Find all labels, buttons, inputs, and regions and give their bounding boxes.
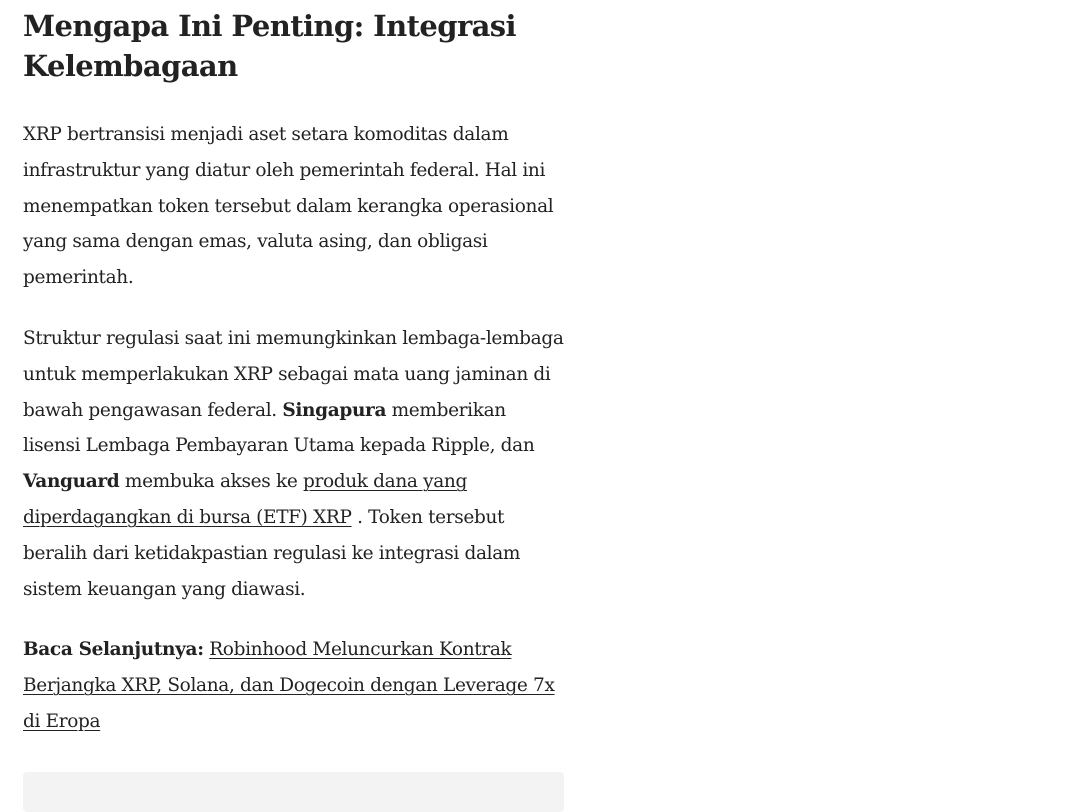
read-more-link[interactable]: Robinhood Meluncurkan Kontrak Berjangka XRP, Solana, dan Dogecoin dengan Leverage 7x di Eropa [23, 639, 555, 732]
content-box [23, 772, 564, 812]
article-section [23, 6, 564, 765]
read-more-paragraph [23, 632, 564, 739]
bold-singapura: Singapura [282, 399, 387, 421]
paragraph-integration: XRP bertransisi menjadi aset setara komoditas dalam infrastruktur yang diatur oleh pemerintah federal. Hal ini menempatkan token tersebut dalam kerangka operasional yang sama dengan emas, valuta asing, dan obligasi pemerintah. [23, 124, 554, 289]
read-more-label: Baca Selanjutnya: [23, 639, 204, 661]
paragraph-text: memberikan lisensi Lembaga Pembayaran Utama kepada Ripple, dan [23, 399, 535, 457]
paragraph-text: Struktur regulasi saat ini memungkinkan lembaga-lembaga untuk memperlakukan XRP sebagai mata uang jaminan di bawah pengawasan federal. [23, 327, 564, 421]
paragraph-text: . Token tersebut beralih dari ketidakpastian regulasi ke integrasi dalam sistem keuangan yang diawasi. [23, 506, 521, 600]
etf-product-link[interactable]: produk dana yang diperdagangkan di bursa (ETF) XRP [23, 471, 467, 528]
paragraph-text: membuka akses ke [119, 471, 303, 493]
bold-vanguard: Vanguard [23, 471, 120, 493]
paragraph-regulation [23, 321, 564, 607]
section-heading: Mengapa Ini Penting: Integrasi Kelembagaan [23, 9, 516, 83]
